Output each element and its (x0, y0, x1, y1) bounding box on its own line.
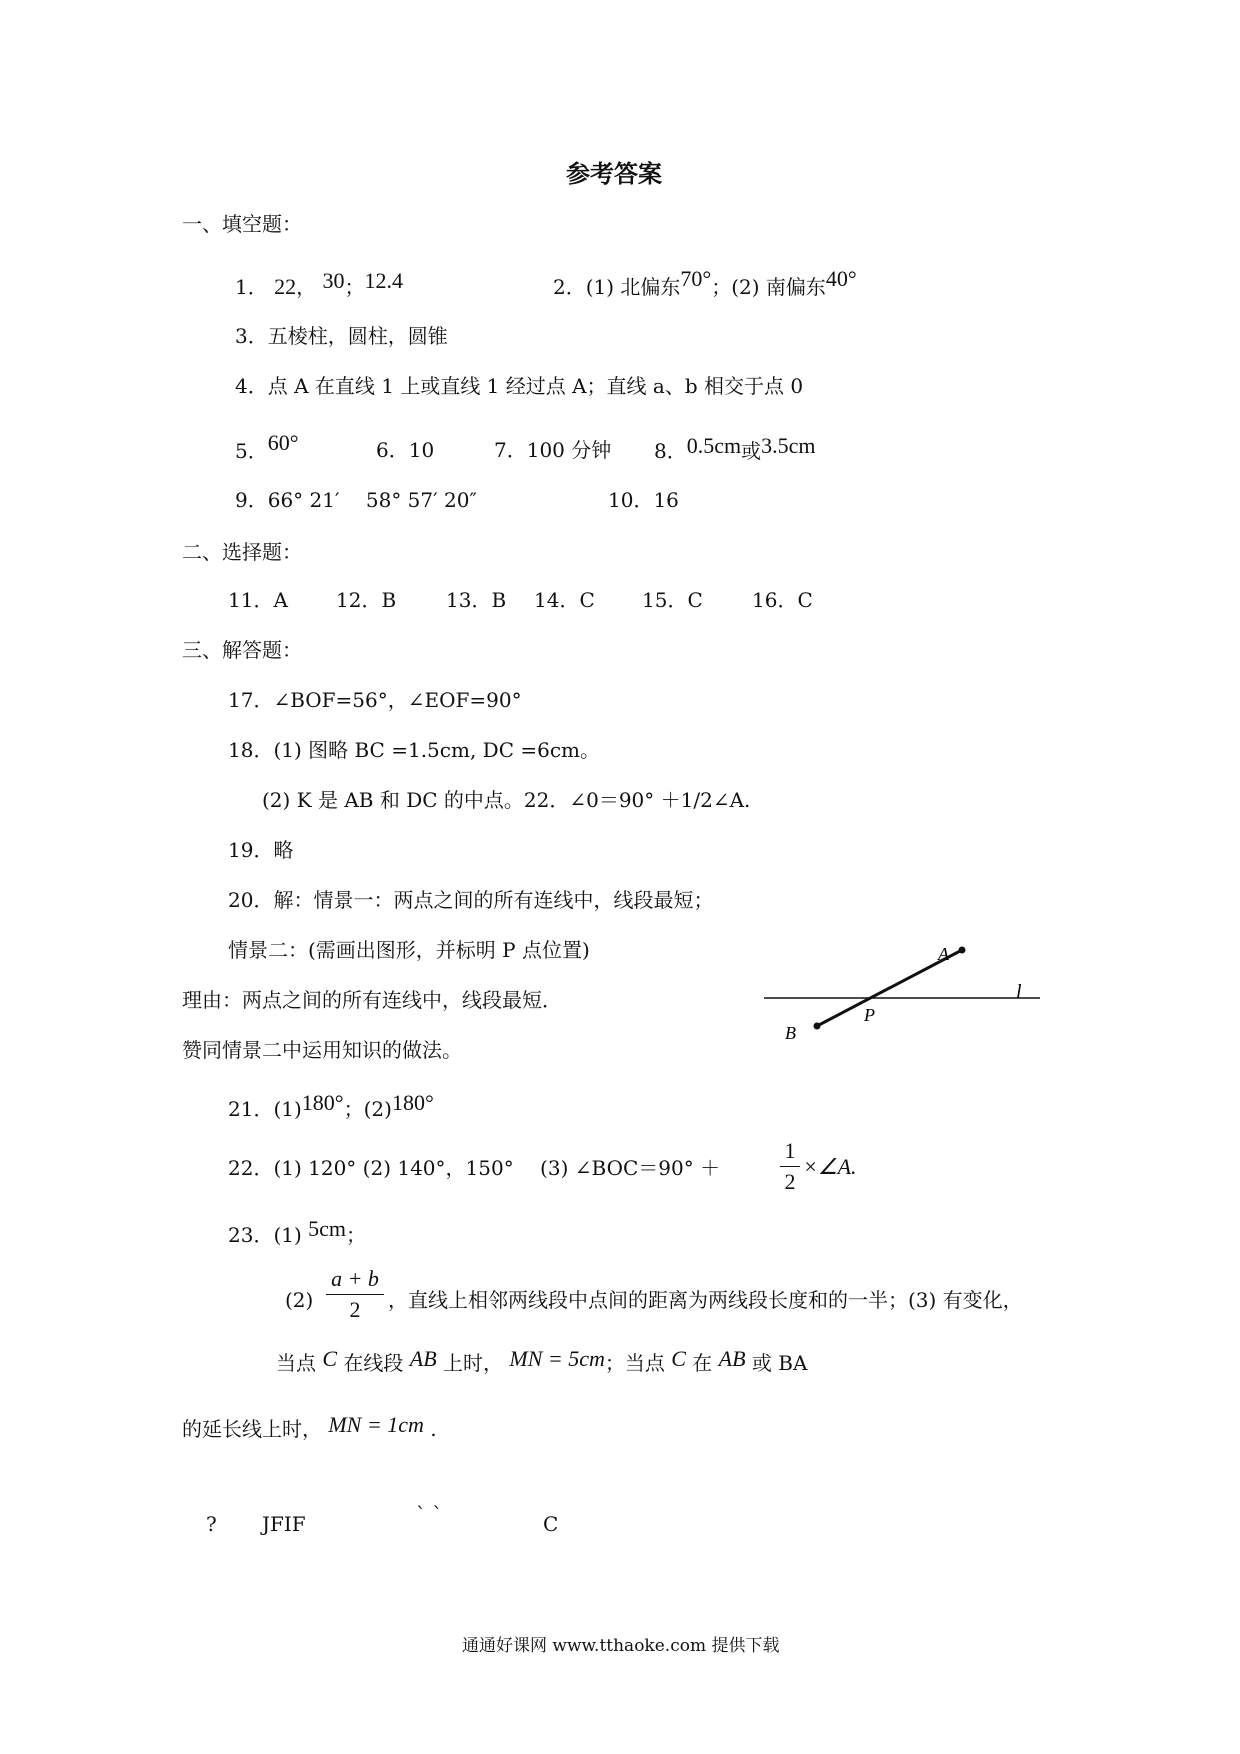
q5-label: 5． (235, 439, 268, 463)
q22-fraction-half (780, 1140, 800, 1193)
q22-fraction-numerator: 1 (784, 1138, 796, 1163)
q1-label: 1． (235, 275, 268, 299)
q8-label: 8． (654, 439, 687, 463)
answer-q2 (553, 266, 857, 299)
q23-fraction-denominator: 2 (349, 1297, 361, 1322)
artifact-c: C (543, 1512, 559, 1536)
q23-part2-text: ，直线上相邻两线段中点间的距离为两线段长度和的一半；(3) 有变化， (388, 1288, 1023, 1312)
q21-value-2: 180° (391, 1090, 434, 1115)
q23-label: 23．(1) (228, 1223, 302, 1247)
label-b: B (785, 1023, 796, 1043)
point-a (959, 947, 966, 954)
q2-value-2: 40° (825, 266, 857, 291)
q22-fraction-denominator: 2 (784, 1169, 796, 1194)
q21-label: 21．(1) (228, 1097, 302, 1121)
q23c-t6: 或 BA (751, 1351, 808, 1375)
q1-value-1: 22 (274, 274, 297, 299)
answer-q22: 22．(1) 120° (2) 140°，150° (3) ∠BOC＝90° ＋ (228, 1156, 721, 1180)
footer-download-note: 通通好课网 www.tthaoke.com 提供下载 (462, 1636, 780, 1656)
answer-q3: 3．五棱柱，圆柱，圆锥 (235, 324, 448, 348)
q23-fraction (326, 1268, 384, 1321)
line-segment-diagram (740, 930, 1060, 1050)
q21-value-1: 180° (301, 1090, 344, 1115)
q23d-t1: 的延长线上时， (182, 1417, 322, 1441)
q22-fraction-bar (780, 1166, 800, 1167)
q23c-point-c-1: C (322, 1346, 338, 1371)
q8-or: 或 (741, 439, 762, 463)
answer-q6: 6．10 (376, 438, 435, 462)
q23-value-5cm: 5cm (308, 1216, 347, 1241)
answer-q8 (654, 433, 816, 463)
q23d-t2: . (430, 1417, 437, 1441)
section-heading-solve: 三、解答题： (182, 638, 302, 662)
label-l: l (1016, 981, 1022, 1003)
choice-16: 16．C (752, 588, 813, 612)
answer-q20-reason: 理由：两点之间的所有连线中，线段最短． (182, 988, 562, 1012)
answer-q7: 7．100 分钟 (494, 438, 612, 462)
answer-q20-agree: 赞同情景二中运用知识的做法。 (182, 1038, 462, 1062)
choice-12: 12．B (336, 588, 397, 612)
q23c-t5: 在 (692, 1351, 713, 1375)
q23-fraction-bar (326, 1294, 384, 1295)
q1-value-2: 30 (322, 268, 345, 293)
q23c-t3: 上时， (443, 1351, 504, 1375)
answer-q10: 10．16 (608, 488, 679, 512)
artifact-ticks: ` ` (416, 1502, 443, 1526)
label-p: P (864, 1005, 875, 1025)
answer-q18-part1: 18．(1) 图略 BC =1.5cm, DC =6cm。 (228, 738, 601, 762)
answer-q20-scene2: 情景二：(需画出图形，并标明 P 点位置) (228, 938, 590, 962)
artifact-question-mark: ? (206, 1512, 217, 1536)
answer-q23-part1 (228, 1216, 367, 1247)
q22-tail: ×∠A. (803, 1154, 857, 1179)
answer-q23-part4 (182, 1412, 437, 1441)
q2-value-1: 70° (680, 266, 712, 291)
page-title: 参考答案 (566, 160, 662, 188)
q23c-segment-ab-1: AB (409, 1346, 437, 1371)
answer-q18-part2: (2) K 是 AB 和 DC 的中点。22．∠0＝90° ＋1/2∠A. (262, 788, 751, 812)
q23-fraction-numerator: a + b (331, 1266, 379, 1291)
point-b (814, 1023, 821, 1030)
q5-value: 60° (267, 430, 299, 455)
answer-q4: 4．点 A 在直线 1 上或直线 1 经过点 A；直线 a、b 相交于点 0 (235, 374, 804, 398)
choice-14: 14．C (534, 588, 595, 612)
answer-q17: 17．∠BOF=56°，∠EOF=90° (228, 688, 522, 712)
q23c-t1: 当点 (276, 1351, 316, 1375)
choice-15: 15．C (642, 588, 703, 612)
q2-label: 2．(1) 北偏东 (553, 275, 681, 299)
answer-q19: 19．略 (228, 838, 294, 862)
q1-sep-2: ； (344, 275, 365, 299)
choice-11: 11．A (228, 588, 288, 612)
answer-q23-part3 (276, 1346, 808, 1375)
q23c-t2: 在线段 (343, 1351, 404, 1375)
q1-value-3: 12.4 (364, 268, 403, 293)
answer-q20: 20．解：情景一：两点之间的所有连线中，线段最短； (228, 888, 714, 912)
section-heading-fill-in: 一、填空题： (182, 212, 302, 236)
label-a: A (938, 944, 949, 964)
choice-13: 13．B (446, 588, 507, 612)
artifact-jfif: JFIF (262, 1512, 306, 1536)
q23c-segment-ab-2: AB (718, 1346, 746, 1371)
answer-q5 (235, 430, 299, 463)
q23c-t4: ；当点 (604, 1351, 665, 1375)
answer-q21 (228, 1090, 434, 1121)
q21-mid: ；(2) (343, 1097, 392, 1121)
q23d-equation-mn-1: MN = 1cm (328, 1412, 424, 1437)
q2-mid: ；(2) 南偏东 (711, 275, 826, 299)
q1-sep-1: ， (296, 275, 317, 299)
q8-value-1: 0.5cm (686, 433, 742, 458)
q8-value-2: 3.5cm (761, 433, 816, 458)
q23c-equation-mn-5: MN = 5cm (509, 1346, 605, 1371)
section-heading-choice: 二、选择题： (182, 540, 302, 564)
q23-part2-label: (2) (285, 1288, 314, 1312)
q23-part1-tail: ； (346, 1223, 367, 1247)
q23c-point-c-2: C (671, 1346, 686, 1371)
answer-q1 (235, 268, 403, 299)
answer-q9: 9．66° 21′ 58° 57′ 20″ (235, 488, 477, 512)
